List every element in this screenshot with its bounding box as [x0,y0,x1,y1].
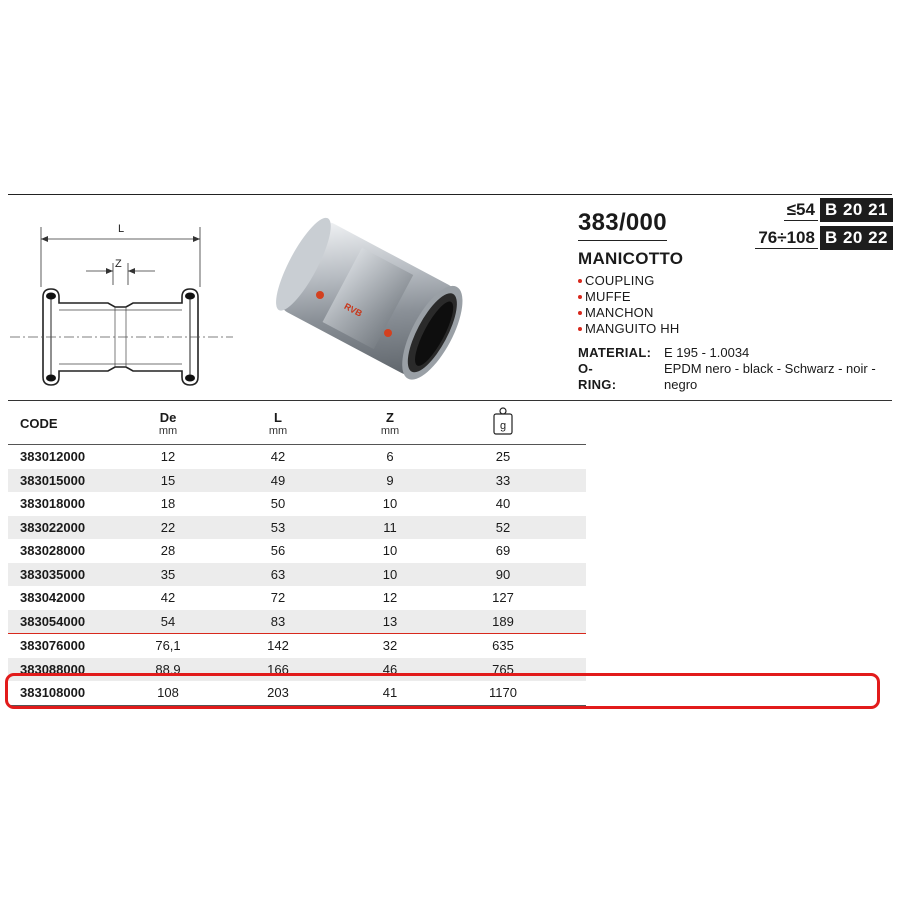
cell-l: 63 [270,566,286,582]
section-divider [8,400,892,401]
cell-z: 41 [382,685,398,700]
cell-z: 46 [382,661,398,677]
size-code-badge: B 20 22 [820,226,893,250]
cell-code: 383028000 [20,543,86,558]
table-row [8,633,586,658]
coupling-technical-drawing [8,205,243,395]
cell-de: 35 [160,566,176,582]
dimensions-table [8,402,586,706]
cell-code: 383088000 [20,661,86,677]
cell-weight: 635 [492,638,514,653]
table-header [8,402,586,445]
cell-de: 22 [160,519,176,535]
cell-de: 18 [160,496,176,511]
cell-l: 203 [267,685,289,700]
cell-weight: 127 [492,590,514,605]
cell-weight: 765 [492,661,514,677]
material-value: E 195 - 1.0034 [664,345,750,360]
size-code-badge: B 20 21 [820,198,893,222]
product-code: 383/000 [578,209,667,241]
cell-z: 32 [382,638,398,653]
cell-l: 83 [270,613,286,629]
dimension-l-label: L [118,223,125,235]
translation-item: MUFFE [578,289,679,305]
table-row [8,492,586,516]
header-l: L mm [268,410,288,437]
cell-weight: 1170 [489,685,517,700]
product-name: MANICOTTO [578,249,684,268]
weight-icon [492,406,514,436]
cell-weight: 69 [495,543,511,558]
svg-text:RVB: RVB [342,301,364,319]
cell-l: 166 [267,661,289,677]
cell-de: 88,9 [155,661,181,677]
cell-l: 56 [270,543,286,558]
cell-z: 9 [386,472,394,488]
bullet-icon [578,295,582,299]
cell-weight: 25 [495,449,511,464]
cell-z: 10 [382,496,398,511]
cell-de: 12 [160,449,176,464]
cell-z: 10 [382,566,398,582]
cell-z: 12 [382,590,398,605]
material-label: MATERIAL: [578,345,652,360]
cell-de: 28 [160,543,176,558]
cell-code: 383018000 [20,496,86,511]
coupling-product-photo [255,200,480,395]
svg-text:g: g [499,420,507,432]
dimension-z-label: Z [115,258,122,270]
translation-item: COUPLING [578,273,679,289]
oring-value: EPDM nero - black - Schwarz - noir - negro [664,361,876,392]
bullet-icon [578,279,582,283]
table-row [8,586,586,610]
table-body [8,445,586,705]
translation-item: MANCHON [578,305,679,321]
cell-l: 142 [267,638,289,653]
cell-l: 72 [270,590,286,605]
table-row [8,516,586,540]
cell-l: 53 [270,519,286,535]
table-row [8,469,586,493]
table-row [8,610,586,634]
cell-weight: 189 [492,613,514,629]
cell-z: 10 [382,543,398,558]
cell-code: 383042000 [20,590,86,605]
header-weight [453,406,553,441]
cell-weight: 52 [495,519,511,535]
header-code: CODE [20,416,58,431]
cell-z: 13 [382,613,398,629]
top-divider [8,194,892,195]
cell-code: 383012000 [20,449,86,464]
cell-de: 108 [157,685,179,700]
cell-code: 383015000 [20,472,86,488]
table-row [8,445,586,469]
cell-l: 49 [270,472,286,488]
size-range-row [755,226,893,250]
bullet-icon [578,327,582,331]
cell-weight: 90 [495,566,511,582]
table-row [8,563,586,587]
cell-code: 383022000 [20,519,86,535]
cell-code: 383035000 [20,566,86,582]
cell-weight: 40 [495,496,511,511]
cell-de: 15 [160,472,176,488]
cell-l: 42 [270,449,286,464]
cell-de: 42 [160,590,176,605]
size-range: ≤54 [784,200,818,221]
size-range: 76÷108 [755,228,818,249]
cell-l: 50 [270,496,286,511]
oring-label: O-RING: [578,361,617,392]
cell-de: 54 [160,613,176,629]
table-row [8,539,586,563]
size-range-row [784,198,893,222]
cell-code: 383108000 [20,685,86,700]
highlighted-row-marker [5,673,880,709]
cell-z: 11 [383,519,397,535]
cell-weight: 33 [495,472,511,488]
header-z: Z mm [380,410,400,437]
cell-code: 383076000 [20,638,86,653]
cell-z: 6 [386,449,394,464]
name-translations [578,273,679,337]
cell-de: 76,1 [155,638,181,653]
bullet-icon [578,311,582,315]
translation-item: MANGUITO HH [578,321,679,337]
cell-code: 383054000 [20,613,86,629]
header-de: De mm [158,410,178,437]
